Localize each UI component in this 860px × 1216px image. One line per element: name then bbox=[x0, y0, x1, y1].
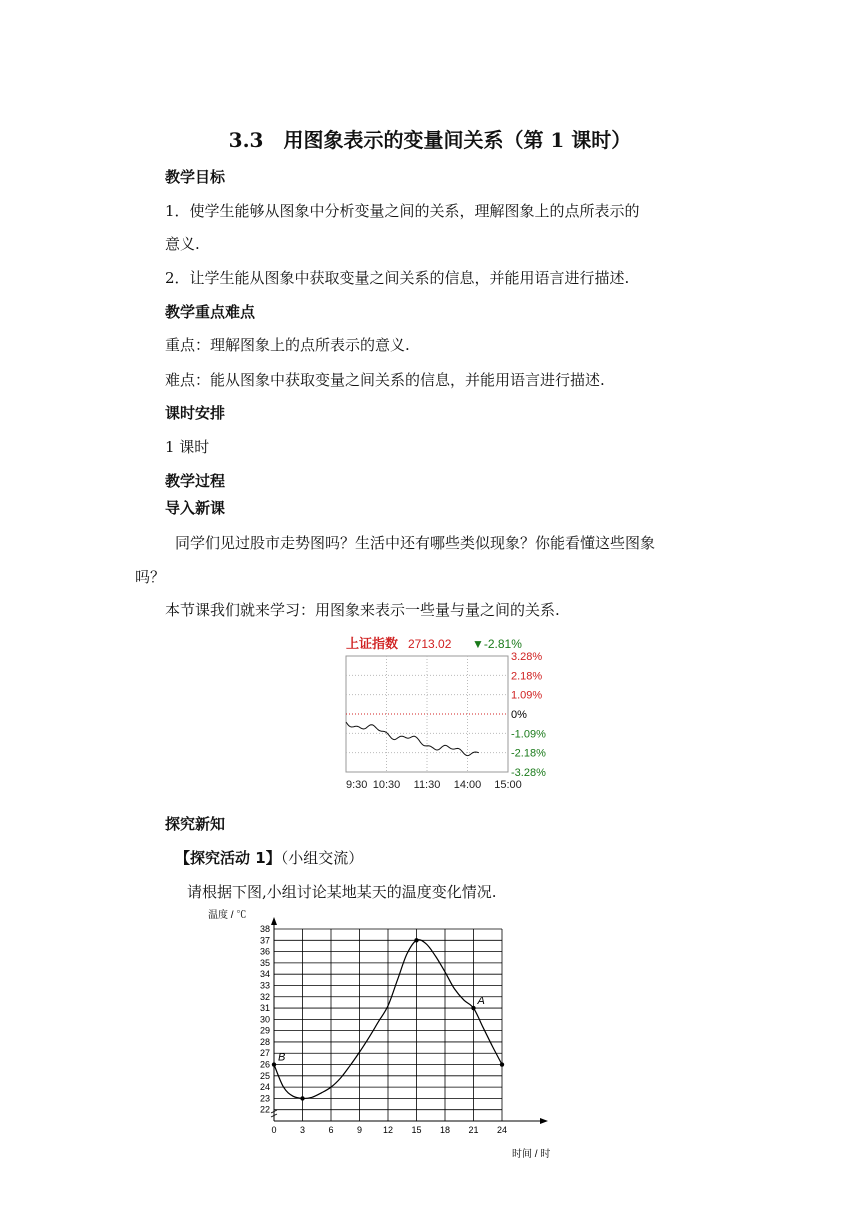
activity-note: （小组交流） bbox=[280, 849, 364, 867]
temperature-chart bbox=[200, 905, 570, 1165]
x-tick-label: 21 bbox=[468, 1125, 479, 1135]
y-tick-label: 29 bbox=[259, 1025, 270, 1036]
intro-line-3: 本节课我们就来学习：用图象来表示一些量与量之间的关系. bbox=[165, 601, 560, 619]
y-tick-label: 28 bbox=[259, 1036, 270, 1047]
y-tick-label: 33 bbox=[259, 980, 270, 991]
y-axis-arrow bbox=[271, 917, 277, 925]
y-axis-label: 温度 / ℃ bbox=[208, 910, 247, 921]
goal-item-1-line1: 1．使学生能够从图象中分析变量之间的关系，理解图象上的点所表示的 bbox=[165, 202, 640, 220]
stock-time-label: 9:30 bbox=[346, 779, 368, 791]
data-point bbox=[414, 938, 418, 942]
activity-bracket-open: 【 bbox=[175, 849, 191, 867]
stock-percent-label: -2.18% bbox=[511, 747, 546, 760]
x-tick-label: 12 bbox=[382, 1125, 394, 1135]
stock-time-label: 11:30 bbox=[413, 779, 441, 791]
stock-change: ▼-2.81% bbox=[472, 637, 522, 651]
activity-instruction: 请根据下图,小组讨论某地某天的温度变化情况. bbox=[187, 883, 497, 901]
y-tick-label: 38 bbox=[259, 924, 270, 934]
schedule-value: 1 课时 bbox=[165, 438, 210, 456]
x-tick-label: 3 bbox=[299, 1125, 306, 1135]
y-tick-label: 35 bbox=[259, 957, 270, 968]
x-tick-label: 6 bbox=[328, 1125, 334, 1135]
activity-bracket-close: 】 bbox=[265, 849, 281, 867]
heading-explore: 探究新知 bbox=[165, 815, 226, 833]
heading-schedule: 课时安排 bbox=[165, 404, 226, 422]
x-axis-label: 时间 / 时 bbox=[512, 1149, 551, 1160]
y-tick-label: 26 bbox=[259, 1059, 270, 1070]
stock-chart bbox=[342, 632, 552, 794]
x-tick-label: 15 bbox=[411, 1125, 422, 1135]
x-axis-arrow bbox=[540, 1118, 548, 1124]
x-tick-label: 9 bbox=[356, 1125, 363, 1135]
goal-item-1-line2: 意义. bbox=[165, 235, 200, 253]
stock-time-label: 10:30 bbox=[372, 779, 401, 791]
activity-title: 探究活动 1 bbox=[190, 849, 266, 867]
stock-percent-label: 0% bbox=[511, 709, 527, 721]
stock-percent-label: -1.09% bbox=[511, 728, 546, 741]
stock-index: 2713.02 bbox=[408, 637, 452, 651]
stock-percent-label: 1.09% bbox=[511, 689, 543, 702]
point-label: A bbox=[477, 995, 485, 1008]
stock-time-label: 14:00 bbox=[453, 779, 482, 791]
y-tick-label: 22 bbox=[259, 1104, 270, 1115]
y-tick-label: 27 bbox=[259, 1048, 270, 1059]
y-tick-label: 25 bbox=[259, 1070, 270, 1081]
y-tick-label: 31 bbox=[259, 1003, 270, 1014]
point-label: B bbox=[278, 1051, 286, 1064]
y-tick-label: 36 bbox=[259, 946, 270, 957]
heading-goals: 教学目标 bbox=[165, 168, 226, 186]
goal-item-2: 2．让学生能从图象中获取变量之间关系的信息，并能用语言进行描述. bbox=[165, 269, 630, 287]
data-point bbox=[272, 1062, 276, 1066]
stock-percent-label: -3.28% bbox=[511, 767, 546, 779]
activity-line bbox=[175, 847, 363, 868]
focus-text: 重点：理解图象上的点所表示的意义. bbox=[165, 336, 410, 354]
y-tick-label: 24 bbox=[259, 1082, 270, 1093]
y-tick-label: 37 bbox=[259, 935, 270, 946]
heading-key-points: 教学重点难点 bbox=[165, 303, 256, 321]
y-tick-label: 30 bbox=[259, 1014, 270, 1025]
stock-percent-label: 2.18% bbox=[511, 670, 543, 683]
y-tick-label: 23 bbox=[259, 1093, 270, 1104]
data-point bbox=[300, 1096, 304, 1100]
heading-intro: 导入新课 bbox=[165, 499, 226, 517]
data-point bbox=[500, 1062, 504, 1066]
intro-line-2: 吗？ bbox=[135, 568, 166, 586]
document-title: 3.3 用图象表示的变量间关系（第 1 课时） bbox=[228, 128, 632, 152]
x-tick-label: 18 bbox=[439, 1125, 451, 1135]
x-tick-label: 0 bbox=[271, 1125, 277, 1135]
difficulty-text: 难点：能从图象中获取变量之间关系的信息，并能用语言进行描述. bbox=[165, 371, 605, 389]
intro-line-1: 同学们见过股市走势图吗？生活中还有哪些类似现象？你能看懂这些图象 bbox=[175, 534, 656, 552]
y-tick-label: 32 bbox=[259, 991, 270, 1002]
stock-name: 上证指数 bbox=[346, 636, 399, 651]
data-point bbox=[471, 1006, 475, 1010]
stock-percent-label: 3.28% bbox=[511, 651, 543, 663]
x-tick-label: 24 bbox=[496, 1125, 508, 1135]
stock-time-label: 15:00 bbox=[494, 779, 522, 791]
heading-process: 教学过程 bbox=[165, 472, 226, 490]
y-tick-label: 34 bbox=[259, 969, 270, 980]
